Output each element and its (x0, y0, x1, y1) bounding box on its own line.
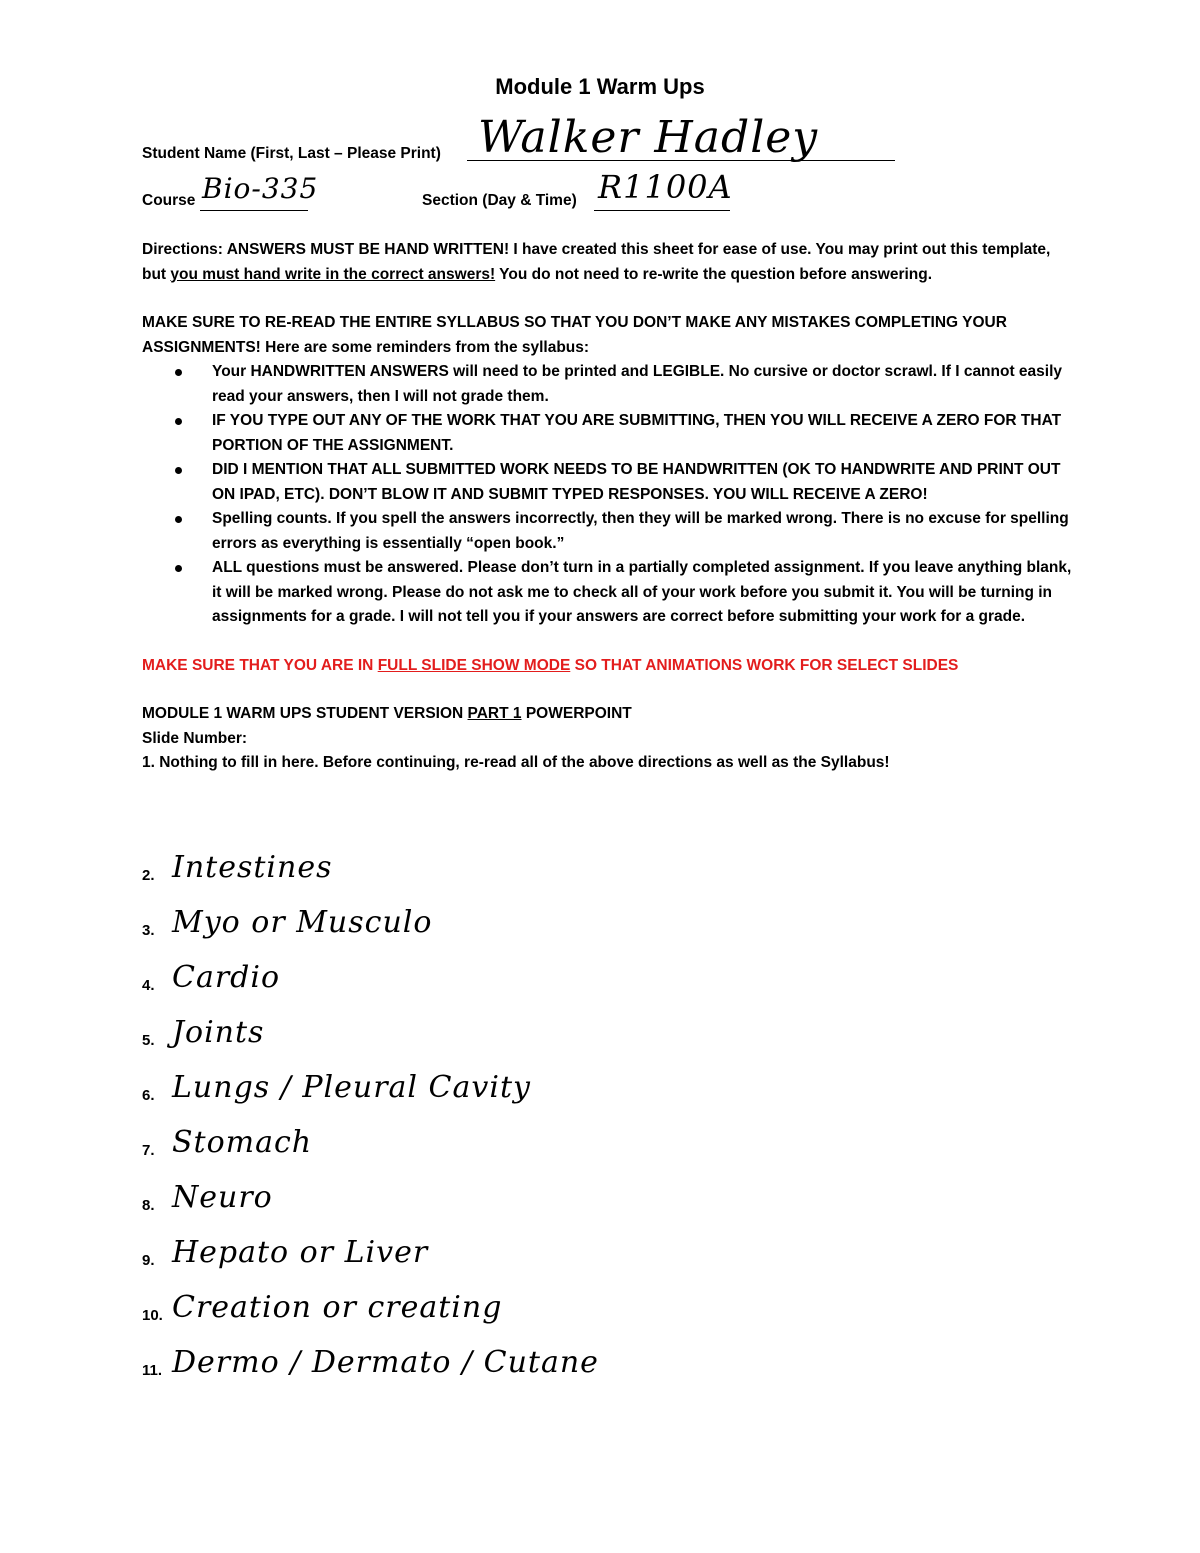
bullet-icon (175, 418, 182, 425)
item-1-text: 1. Nothing to fill in here. Before continuing, re-read all of the above directions as well as the Syllabus! (142, 754, 890, 771)
answer-value: Neuro (172, 1180, 273, 1215)
answer-value: Stomach (172, 1125, 313, 1160)
list-item (142, 458, 1072, 507)
module-tail: POWERPOINT (525, 705, 632, 722)
bullet-icon (175, 369, 182, 376)
instructions-block (142, 238, 1072, 776)
bullet-icon (175, 467, 182, 474)
warning-tail: SO THAT ANIMATIONS WORK FOR SELECT SLIDES (574, 656, 959, 674)
page-title: Module 1 Warm Ups (495, 74, 705, 99)
student-name-value: Walker Hadley (478, 112, 819, 163)
answer-value: Cardio (172, 960, 281, 995)
answer-number: 10. (142, 1307, 163, 1324)
answer-value: Myo or Musculo (172, 905, 433, 940)
reminder-text: IF YOU TYPE OUT ANY OF THE WORK THAT YOU ARE SUBMITTING, THEN YOU WILL RECEIVE A ZERO FOR THAT PORTION OF THE ASSIGNMENT. (212, 412, 1062, 454)
course-label: Course (142, 192, 196, 209)
slideshow-warning (142, 654, 1072, 679)
student-name-label: Student Name (First, Last – Please Print) (142, 145, 441, 162)
directions-lead: Directions: ANSWERS MUST BE HAND WRITTEN! I have created this sheet for ease of use. You may print out this template, but (142, 241, 1051, 283)
module-lead: MODULE 1 WARM UPS STUDENT VERSION (142, 705, 464, 722)
reread-paragraph (142, 311, 1072, 360)
directions-tail: You do not need to re-write the question before answering. (499, 265, 933, 283)
course-value: Bio-335 (202, 172, 319, 205)
list-item (142, 360, 1072, 409)
warning-lead: MAKE SURE THAT YOU ARE IN (142, 656, 374, 674)
answer-value: Dermo / Dermato / Cutane (172, 1345, 599, 1380)
course-line (200, 210, 308, 211)
reminder-text: Your HANDWRITTEN ANSWERS will need to be printed and LEGIBLE. No cursive or doctor scrawl. If I cannot easily read your answers, then I will not grade them. (212, 363, 1063, 405)
section-value: R1100A (598, 168, 733, 206)
answer-value: Creation or creating (172, 1290, 503, 1325)
reminder-text: Spelling counts. If you spell the answers incorrectly, then they will be marked wrong. There is no excuse for spelling errors as everything is essentially “open book.” (212, 510, 1069, 552)
slide-number-label: Slide Number: (142, 729, 248, 747)
answer-value: Intestines (172, 850, 333, 885)
list-item (142, 556, 1072, 630)
list-item (142, 507, 1072, 556)
answer-number: 2. (142, 867, 155, 884)
answer-number: 8. (142, 1197, 155, 1214)
answer-number: 11. (142, 1362, 163, 1379)
reread-lead: MAKE SURE TO RE-READ THE ENTIRE SYLLABUS SO THAT YOU DON’T MAKE ANY MISTAKES COMPLETING YOUR ASSIGNMENTS! (142, 314, 1007, 356)
warning-underlined: FULL SLIDE SHOW MODE (377, 656, 571, 674)
answer-number: 5. (142, 1032, 155, 1049)
bullet-icon (175, 516, 182, 523)
list-item (142, 409, 1072, 458)
answer-number: 3. (142, 922, 155, 939)
module-underlined: PART 1 (467, 705, 522, 722)
answer-number: 9. (142, 1252, 155, 1269)
answer-value: Lungs / Pleural Cavity (172, 1070, 531, 1105)
answer-value: Joints (172, 1015, 265, 1050)
module-heading (142, 702, 1072, 727)
reread-tail: Here are some reminders from the syllabus: (265, 338, 590, 356)
answer-number: 7. (142, 1142, 155, 1159)
answer-value: Hepato or Liver (172, 1235, 429, 1270)
reminder-text: ALL questions must be answered. Please don’t turn in a partially completed assignment. If you leave anything blank, it will be marked wrong. Please do not ask me to check all of your work before you submit it. You will be turning in assignments for a grade. I will not tell you if your answers are correct before submitting your work for a grade. (212, 559, 1072, 625)
answer-number: 6. (142, 1087, 155, 1104)
reminders-list (142, 360, 1072, 630)
bullet-icon (175, 565, 182, 572)
reminder-text: DID I MENTION THAT ALL SUBMITTED WORK NEEDS TO BE HANDWRITTEN (OK TO HANDWRITE AND PRINT OUT ON IPAD, ETC). DON’T BLOW IT AND SUBMIT TYPED RESPONSES. YOU WILL RECEIVE A ZERO! (212, 461, 1061, 503)
section-label: Section (Day & Time) (422, 192, 577, 209)
section-line (594, 210, 730, 211)
directions-underlined: you must hand write in the correct answers! (170, 265, 496, 283)
directions-paragraph (142, 238, 1072, 287)
answer-number: 4. (142, 977, 155, 994)
